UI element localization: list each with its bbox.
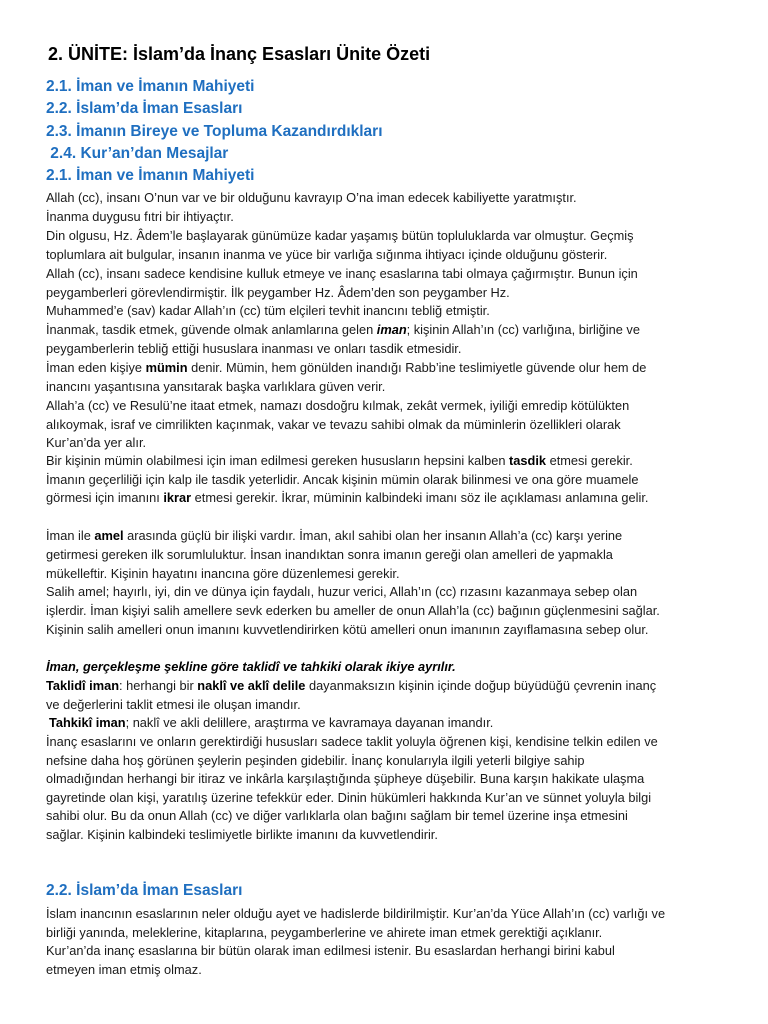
paragraph-line: İnanma duygusu fıtri bir ihtiyaçtır. — [46, 209, 234, 224]
term-ikrar: ikrar — [163, 490, 192, 505]
paragraph-line: sahibi olur. Bu da onun Allah (cc) ve diğer varlıklarla olan bağını sağlam bir temel üzerine inşa etmesini — [46, 808, 628, 823]
paragraph-line: peygamberleri görevlendirmiştir. İlk peygamber Hz. Âdem’den son peygamber Hz. — [46, 285, 510, 300]
paragraph-line: Allah (cc), insanı O’nun var ve bir olduğunu kavrayıp O’na iman edecek kabiliyette yaratmıştır. — [46, 190, 577, 205]
paragraph-line: gayretinde olan kişi, yaratılış üzerine tefekkür eder. Dinin hükümleri hakkında Kur’an ve sünnet yoluyla bilgi — [46, 790, 652, 805]
paragraph-line: toplumlara ait bulgular, insanın inanma ve yüce bir varlığa sığınma ihtiyacı içinde olduğunu gösterir. — [46, 247, 608, 262]
paragraph-line: alıkoymak, israf ve cimrilikten kaçınmak, vakar ve tevazu sahibi olmak da müminlerin özellikleri olarak — [46, 417, 621, 432]
paragraph-line: Kur’an’da inanç esaslarına bir bütün olarak iman edilmesi istenir. Bu esaslardan herhangi birini kabul — [46, 943, 615, 958]
paragraph-line: etmeyen iman etmiş olmaz. — [46, 962, 202, 977]
toc-item-2-1: 2.1. İman ve İmanın Mahiyeti — [46, 78, 255, 95]
paragraph-line: İmanın geçerliliği için kalp ile tasdik yeterlidir. Ancak kişinin mümin olarak bilinmesi ve ona göre muamele — [46, 472, 639, 487]
paragraph-line: sağlar. Kişinin kalbindeki teslimiyetle birlikte imanını da kuvvetlendirir. — [46, 827, 438, 842]
paragraph-line: inancını yaşantısına yansıtarak başka varlıklara güven verir. — [46, 379, 386, 394]
toc-item-2-2: 2.2. İslam’da İman Esasları — [46, 100, 243, 117]
paragraph-line-tasdik: Bir kişinin mümin olabilmesi için iman edilmesi gereken hususların hepsini kalben tasdik etmesi gerekir. — [46, 453, 633, 468]
paragraph-line: Din olgusu, Hz. Âdem’le başlayarak günümüze kadar yaşamış bütün topluluklarda var olmuştur. Geçmiş — [46, 228, 634, 243]
term-taklidi-iman: Taklidî iman — [46, 678, 120, 693]
paragraph-line: Kişinin salih amelleri onun imanını kuvvetlendirirken kötü amelleri onun imanının zayıflamasına sebep olur. — [46, 622, 649, 637]
paragraph-line: mükelleftir. Kişinin hayatını inancına göre düzenlemesi gerekir. — [46, 566, 400, 581]
paragraph-line: Allah (cc), insanı sadece kendisine kulluk etmeye ve inanç esaslarına tabi olmaya çağırmıştır. Bunun için — [46, 266, 638, 281]
paragraph-line: Allah’a (cc) ve Resulü’ne itaat etmek, namazı dosdoğru kılmak, zekât vermek, iyiliği emredip kötülükten — [46, 398, 630, 413]
paragraph-line: İslam inancının esaslarının neler olduğu ayet ve hadislerde bildirilmiştir. Kur’an’da Yüce Allah’ın (cc) varlığı ve — [46, 906, 666, 921]
section-heading-2-2: 2.2. İslam’da İman Esasları — [46, 882, 243, 899]
section-heading-2-1: 2.1. İman ve İmanın Mahiyeti — [46, 167, 255, 184]
paragraph-line: nefsine daha hoş görünen şeylerin peşinden gidebilir. İnanç konularıyla ilgili yeterli bilgiye sahip — [46, 753, 585, 768]
paragraph-line: Muhammed’e (sav) kadar Allah’ın (cc) tüm elçileri tevhit inancını tebliğ etmiştir. — [46, 303, 490, 318]
paragraph-line: olmadığından herhangi bir itiraz ve inkârla karşılaştığında şüpheye düşebilir. Buna karşın hakikate ulaşma — [46, 771, 645, 786]
term-tasdik: tasdik — [509, 453, 547, 468]
term-amel: amel — [94, 528, 124, 543]
paragraph-line-amel: İman ile amel arasında güçlü bir ilişki vardır. İman, akıl sahibi olan her insanın Allah’a (cc) karşı yerine — [46, 528, 623, 543]
paragraph-line: Salih amel; hayırlı, iyi, din ve dünya için faydalı, huzur verici, Allah’ın (cc) rızasını kazanmaya sebep olan — [46, 584, 638, 599]
paragraph-line-iman: İnanmak, tasdik etmek, güvende olmak anlamlarına gelen iman; kişinin Allah’ın (cc) varlığına, birliğine ve — [46, 322, 640, 337]
paragraph-line: Kur’an’da yer alır. — [46, 435, 147, 450]
iman-types-heading: İman, gerçekleşme şekline göre taklidî ve tahkiki olarak ikiye ayrılır. — [46, 659, 456, 674]
term-nakli-akli-delil: naklî ve aklî delile — [197, 678, 306, 693]
term-tahkiki-iman: Tahkikî iman — [49, 715, 126, 730]
term-iman: iman — [376, 322, 407, 337]
paragraph-line-taklidi: Taklidî iman: herhangi bir naklî ve aklî delile dayanmaksızın kişinin içinde doğup büyüdüğü çevrenin inanç — [46, 678, 657, 693]
paragraph-line-mumin: İman eden kişiye mümin denir. Mümin, hem gönülden inandığı Rabb’ine teslimiyetle güvende olur hem de — [46, 360, 647, 375]
unit-title: 2. ÜNİTE: İslam’da İnanç Esasları Ünite Özeti — [48, 44, 431, 64]
paragraph-line: ve değerlerini taklit etmesi ile oluşan imandır. — [46, 697, 301, 712]
term-mumin: mümin — [145, 360, 188, 375]
paragraph-line: getirmesi gereken ilk sorumluluktur. İnsan inandıktan sonra imanın gereği olan amelleri de yapmakla — [46, 547, 613, 562]
toc-item-2-3: 2.3. İmanın Bireye ve Topluma Kazandırdıkları — [46, 123, 383, 140]
paragraph-line: işlerdir. İman kişiyi salih amellere sevk ederken bu ameller de onun Allah’la (cc) bağının güçlenmesini sağlar. — [46, 603, 660, 618]
paragraph-line: İnanç esaslarını ve onların gerektirdiği hususları sadece taklit yoluyla öğrenen kişi, kendisine telkin edilen ve — [46, 734, 658, 749]
paragraph-line-ikrar: görmesi için imanını ikrar etmesi gerekir. İkrar, müminin kalbindeki imanı söz ile açıklaması anlamına gelir. — [46, 490, 649, 505]
paragraph-line: peygamberlerin tebliğ ettiği hususlara inanması ve onları tasdik etmesidir. — [46, 341, 462, 356]
paragraph-line: birliği yanında, meleklerine, kitaplarına, peygamberlerine ve ahirete iman etmek gerektiği açıklanır. — [46, 925, 603, 940]
paragraph-line-tahkiki: Tahkikî iman; naklî ve akli delillere, araştırma ve kavramaya dayanan imandır. — [49, 715, 494, 730]
toc-item-2-4: 2.4. Kur’an’dan Mesajlar — [46, 145, 229, 162]
